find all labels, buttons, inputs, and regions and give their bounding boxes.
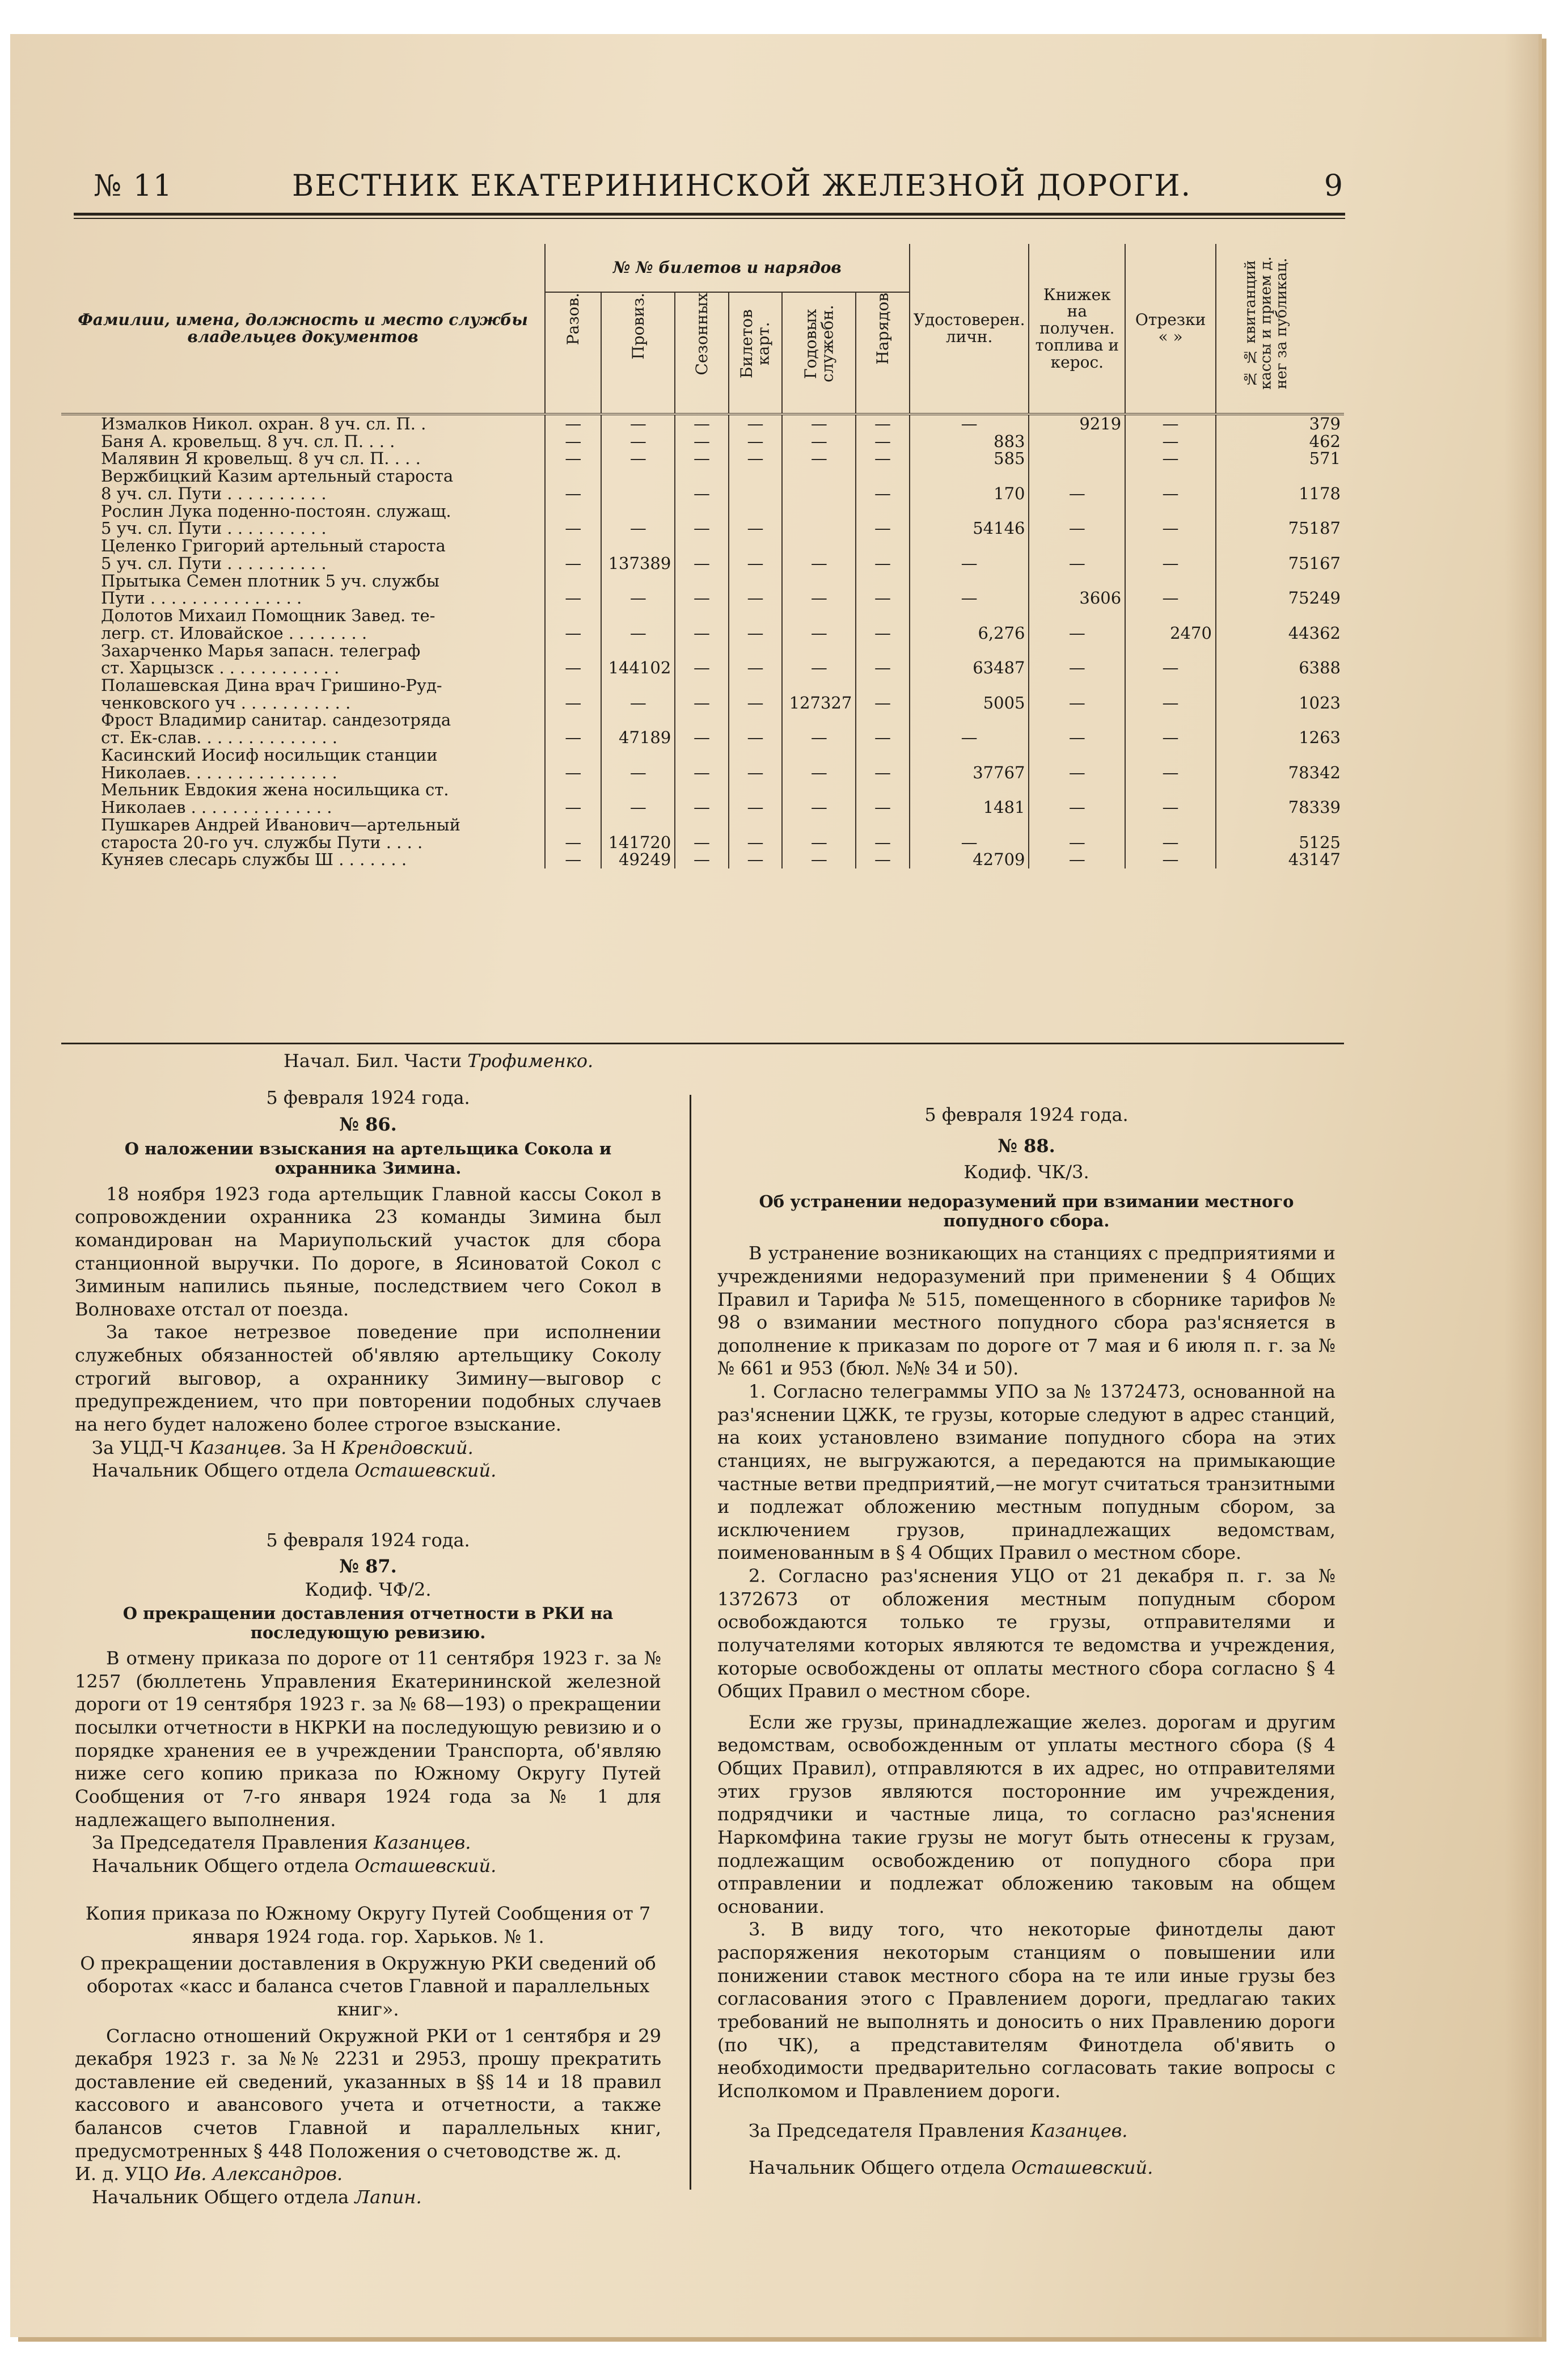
- header-rule-thin: [74, 218, 1345, 219]
- table-cell: —: [1125, 503, 1216, 537]
- table-cell: —: [729, 677, 783, 711]
- col-header-knizhek: Книжек на получен. топлива и керос.: [1029, 244, 1125, 414]
- table-cell: —: [729, 642, 783, 677]
- table-cell: [1029, 433, 1125, 450]
- order-87-kodif: Кодиф. ЧФ/2.: [305, 1579, 432, 1601]
- col-header-kvit: [1216, 244, 1344, 414]
- table-cell: —: [782, 450, 856, 467]
- table-cell: —: [856, 537, 909, 572]
- table-cell: —: [1125, 747, 1216, 781]
- order-86-title: О наложении взыскания на артельщика Сокола и охранника Зимина.: [124, 1139, 612, 1178]
- table-cell: —: [856, 607, 909, 642]
- table-cell: 127327: [782, 677, 856, 711]
- table-row: [61, 467, 1344, 502]
- holder-name-cell: Долотов Михаил Помощник Завед. те- легр. ст. Иловайское . . . . . . . .: [61, 607, 545, 642]
- table-cell: [782, 467, 856, 502]
- table-cell: —: [856, 781, 909, 816]
- table-cell: 585: [910, 450, 1029, 467]
- table-cell: —: [675, 414, 728, 433]
- table-cell: —: [545, 467, 601, 502]
- col-header-godov-text: Годовых служебн.: [801, 305, 837, 383]
- table-row: [61, 607, 1344, 642]
- table-cell: —: [1125, 467, 1216, 502]
- table-cell: 462: [1309, 431, 1341, 451]
- order-87-signature-2: [75, 1854, 661, 1878]
- order-88-sig1-label: За Председателя Правления: [749, 2120, 1025, 2142]
- table-cell: —: [545, 642, 601, 677]
- table-row: [61, 781, 1344, 816]
- order-87-number: № 87.: [339, 1555, 397, 1578]
- holder-name-cell: Захарченко Марья запасн. телеграф ст. Харцызск . . . . . . . . . . . .: [61, 642, 545, 677]
- table-signature-label: Начал. Бил. Части: [284, 1050, 462, 1072]
- table-cell: —: [729, 851, 783, 868]
- table-cell: —: [729, 572, 783, 607]
- table-cell: —: [545, 450, 601, 467]
- table-cell: 379: [1309, 414, 1341, 433]
- table-cell: —: [675, 607, 728, 642]
- order-88-signature-2: [717, 2156, 1335, 2179]
- table-cell: 6388: [1299, 658, 1341, 678]
- holder-name-cell: Куняев слесарь службы Ш . . . . . . .: [61, 851, 545, 868]
- table-cell: —: [1029, 503, 1125, 537]
- order-88-sig2-name: Осташевский.: [1011, 2157, 1153, 2179]
- table-cell: —: [675, 433, 728, 450]
- table-cell: —: [729, 711, 783, 746]
- table-cell: —: [675, 677, 728, 711]
- holder-name-cell: Касинский Иосиф носильщик станции Николаев. . . . . . . . . . . . . . .: [61, 747, 545, 781]
- order-86-sig2-name: Осташевский.: [354, 1460, 497, 1482]
- table-cell: 42709: [910, 851, 1029, 868]
- table-cell: —: [856, 414, 909, 433]
- table-cell: —: [782, 433, 856, 450]
- table-cell: —: [729, 747, 783, 781]
- order-87-signature-4: [75, 2186, 661, 2209]
- order-87-sig3-label: И. д. УЦО: [75, 2163, 169, 2185]
- table-cell: —: [1125, 537, 1216, 572]
- table-cell: 75187: [1288, 518, 1341, 538]
- table-cell: —: [782, 414, 856, 433]
- table-cell: —: [675, 450, 728, 467]
- table-signature-name: Трофименко.: [467, 1050, 594, 1072]
- col-header-sezon: [675, 292, 728, 414]
- table-cell: —: [729, 433, 783, 450]
- table-cell: —: [675, 503, 728, 537]
- table-cell: —: [675, 851, 728, 868]
- page-number: 9: [1324, 169, 1344, 203]
- table-cell: —: [1029, 467, 1125, 502]
- holder-name-cell: Целенко Григорий артельный староста 5 уч. сл. Пути . . . . . . . . . .: [61, 537, 545, 572]
- table-cell: —: [729, 816, 783, 851]
- table-cell: —: [856, 572, 909, 607]
- table-cell: —: [856, 467, 909, 502]
- order-87-paragraph-1: В отмену приказа по дороге от 11 сентября 1923 г. за № 1257 (бюллетень Управления Екатерининской железной дороги от 19 сентября 1923 г. за № 68—193) о прекращении посылки отчетности в НКРКИ на последующую ревизию и о порядке хранения ее в учреждении Транспорта, об'являю ниже сего копию приказа по Южному Округу Путей Сообщения от 7-го января 1924 года за № 1 для надлежащего выполнения.: [75, 1647, 661, 1831]
- order-88-paragraph-3: 2. Согласно раз'яснения УЦО от 21 декабря п. г. за № 1372673 от обложения местным попудным сбором освобождаются только те грузы, отправителями и получателями которых являются те ведомства и учреждения, которые освобождены от оплаты местного сбора согласно § 4 Общих Правил о местном сборе.: [717, 1565, 1335, 1702]
- table-cell: —: [729, 450, 783, 467]
- table-cell: —: [545, 572, 601, 607]
- issue-number: № 11: [94, 169, 173, 203]
- table-cell: —: [1029, 747, 1125, 781]
- col-header-bilet: [729, 292, 783, 414]
- table-cell: —: [675, 781, 728, 816]
- table-cell: 137389: [601, 537, 675, 572]
- table-cell: 5005: [910, 677, 1029, 711]
- table-row: [61, 572, 1344, 607]
- table-cell: 2470: [1125, 607, 1216, 642]
- header-rule: [74, 213, 1345, 216]
- table-cell: —: [545, 711, 601, 746]
- col-header-names: Фамилии, имена, должность и место службы владельцев документов: [61, 244, 545, 414]
- holder-name-cell: Фрост Владимир санитар. сандезотряда ст. Ек-слав. . . . . . . . . . . . . .: [61, 711, 545, 746]
- table-row: [61, 816, 1344, 851]
- table-cell: —: [910, 711, 1029, 746]
- order-86-number: № 86.: [339, 1113, 397, 1135]
- table-cell: —: [729, 503, 783, 537]
- order-88-number: № 88.: [998, 1135, 1055, 1157]
- table-cell: [1029, 450, 1125, 467]
- table-cell: —: [675, 642, 728, 677]
- table-cell: —: [856, 851, 909, 868]
- table-cell: 47189: [601, 711, 675, 746]
- table-row: [61, 851, 1344, 868]
- table-cell: —: [910, 414, 1029, 433]
- table-cell: 63487: [910, 642, 1029, 677]
- table-cell: —: [910, 572, 1029, 607]
- table-cell: —: [545, 503, 601, 537]
- order-86-paragraph-1: 18 ноября 1923 года артельщик Главной кассы Сокол в сопровождении охранника 23 команды Зимина был командирован на Мариупольский участок для сбора станционной выручки. По дороге, в Ясиноватой Сокол с Зиминым напились пьяные, последствием чего Сокол в Волновахе отстал от поезда.: [75, 1183, 661, 1320]
- table-cell: —: [782, 781, 856, 816]
- col-header-bilet-text: Билетов карт.: [737, 309, 774, 378]
- table-cell: —: [601, 781, 675, 816]
- table-cell: 1178: [1299, 483, 1341, 503]
- table-cell: 54146: [910, 503, 1029, 537]
- table-row: [61, 747, 1344, 781]
- table-cell: —: [545, 607, 601, 642]
- table-cell: —: [856, 747, 909, 781]
- table-cell: —: [1125, 851, 1216, 868]
- order-88-paragraph-2: 1. Согласно телеграммы УПО за № 1372473, основанной на раз'яснении ЦЖК, те грузы, которые следуют в адрес станций, на коих установлено взимание попудного сбора на этих станциях, не выгружаются, а передаются на примыкающие частные ветви предприятий,—не могут считаться транзитными и подлежат обложению местным попудным сбором, за исключением грузов, принадлежащих ведомствам, поименованным в § 4 Общих Правил о местном сборе.: [717, 1381, 1335, 1564]
- order-88-sig1-name: Казанцев.: [1030, 2120, 1128, 2142]
- holder-name-cell: Измалков Никол. охран. 8 уч. сл. П. .: [61, 414, 545, 433]
- table-signature: [284, 1049, 851, 1073]
- table-cell: —: [856, 433, 909, 450]
- table-cell: —: [675, 816, 728, 851]
- table-cell: —: [1125, 450, 1216, 467]
- table-cell: —: [675, 572, 728, 607]
- table-cell: —: [1125, 677, 1216, 711]
- table-cell: —: [1029, 816, 1125, 851]
- col-header-naryad: [856, 292, 909, 414]
- holder-name-cell: Пушкарев Андрей Иванович—артельный староста 20-го уч. службы Пути . . . .: [61, 816, 545, 851]
- table-cell: —: [601, 503, 675, 537]
- order-88-title: Об устранении недоразумений при взимании местного попудного сбора.: [759, 1191, 1294, 1231]
- table-cell: [782, 503, 856, 537]
- order-88-paragraph-5: 3. В виду того, что некоторые финотделы дают распоряжения некоторым станциям о повышении или понижении ставок местного сбора на те или иные грузы без согласования этого с Правлением дороги, предлагаю таких требований не выполнять и доносить о них Правлению дороги (по ЧК), а представителям Финотдела об'явить о необходимости предварительно согласовать такие вопросы с Исполкомом и Правлением дороги.: [717, 1918, 1335, 2102]
- table-cell: —: [782, 537, 856, 572]
- table-cell: —: [601, 572, 675, 607]
- table-cell: —: [601, 414, 675, 433]
- table-cell: —: [545, 851, 601, 868]
- table-cell: —: [782, 642, 856, 677]
- table-cell: —: [729, 537, 783, 572]
- col-header-naryad-text: Нарядов: [873, 293, 892, 365]
- table-cell: —: [1029, 711, 1125, 746]
- table-cell: —: [545, 747, 601, 781]
- table-cell: —: [675, 467, 728, 502]
- table-row: [61, 711, 1344, 746]
- order-88-kodif: Кодиф. ЧК/3.: [963, 1161, 1089, 1183]
- table-cell: —: [545, 781, 601, 816]
- order-87-title: О прекращении доставления отчетности в РКИ на последующую ревизию.: [122, 1603, 614, 1642]
- table-cell: —: [782, 607, 856, 642]
- order-87-sig2-name: Осташевский.: [354, 1854, 497, 1877]
- table-cell: 43147: [1288, 850, 1341, 870]
- order-88-paragraph-1: В устранение возникающих на станциях с предприятиями и учреждениями недоразумений при применении § 4 Общих Правил и Тарифа № 515, помещенного в сборнике тарифов № 98 о взимании местного попудного сбора раз'ясняется в дополнение к приказам по дороге от 7 мая и 6 июля п. г. за №№ 661 и 953 (бюл. №№ 34 и 50).: [717, 1242, 1335, 1380]
- table-row: [61, 433, 1344, 450]
- column-divider: [690, 1095, 691, 2190]
- order-88-sig2-label: Начальник Общего отдела: [749, 2157, 1006, 2179]
- table-cell: —: [856, 642, 909, 677]
- table-cell: —: [1125, 711, 1216, 746]
- table-cell: —: [601, 433, 675, 450]
- table-cell: —: [856, 677, 909, 711]
- table-row: [61, 503, 1344, 537]
- page-header: [85, 169, 1344, 203]
- table-cell: —: [782, 816, 856, 851]
- order-86-signature-1: [75, 1436, 661, 1460]
- table-cell: —: [601, 450, 675, 467]
- holder-name-cell: Полашевская Дина врач Гришино-Руд- ченковского уч . . . . . . . . . . .: [61, 677, 545, 711]
- col-header-otrezki: Отрезки « »: [1125, 244, 1216, 414]
- table-cell: 5125: [1299, 832, 1341, 852]
- documents-table: [61, 244, 1344, 868]
- order-86-sig1b-name: Крендовский.: [341, 1436, 474, 1458]
- holder-name-cell: Вержбицкий Казим артельный староста 8 уч. сл. Пути . . . . . . . . . .: [61, 467, 545, 502]
- table-cell: —: [1125, 414, 1216, 433]
- table-cell: 883: [910, 433, 1029, 450]
- table-row: [61, 414, 1344, 433]
- table-cell: —: [729, 414, 783, 433]
- order-86-sig1-label: За УЦД-Ч: [92, 1436, 184, 1458]
- table-cell: [601, 467, 675, 502]
- table-cell: 49249: [601, 851, 675, 868]
- table-cell: 1023: [1299, 693, 1341, 712]
- table-bottom-rule: [61, 1043, 1344, 1044]
- order-87-signature-3: [75, 2162, 661, 2186]
- order-86-signature-2: [75, 1459, 661, 1482]
- table-cell: —: [675, 537, 728, 572]
- order-87-sig1-name: Казанцев.: [373, 1832, 471, 1854]
- table-cell: 75249: [1288, 588, 1341, 608]
- table-cell: —: [1125, 433, 1216, 450]
- order-87-sig4-name: Лапин.: [354, 2186, 422, 2208]
- order-88-date: 5 февраля 1924 года.: [924, 1104, 1129, 1125]
- table-cell: 78342: [1288, 762, 1341, 782]
- col-header-kvit-text: № № квитанций кассы и прием д. нег за публикац.: [1242, 256, 1291, 390]
- journal-title: ВЕСТНИК ЕКАТЕРИНИНСКОЙ ЖЕЛЕЗНОЙ ДОРОГИ.: [292, 169, 1192, 203]
- table-row: [61, 642, 1344, 677]
- order-87-sig1-label: За Председателя Правления: [92, 1832, 368, 1854]
- holder-name-cell: Мельник Евдокия жена носильщика ст. Николаев . . . . . . . . . . . . . .: [61, 781, 545, 816]
- table-cell: —: [1125, 816, 1216, 851]
- col-header-sezon-text: Сезонных: [692, 293, 711, 376]
- table-cell: 170: [910, 467, 1029, 502]
- table-cell: 571: [1309, 449, 1341, 469]
- table-cell: —: [601, 677, 675, 711]
- left-column: [75, 1086, 661, 2209]
- table-cell: —: [1029, 781, 1125, 816]
- table-cell: 6,276: [910, 607, 1029, 642]
- table-cell: —: [545, 677, 601, 711]
- table-row: [61, 537, 1344, 572]
- table-cell: —: [729, 781, 783, 816]
- order-86-paragraph-2: За такое нетрезвое поведение при исполнении служебных обязанностей об'являю артельщику Соколу строгий выговор, а охраннику Зимину—выговор с предупреждением, что при повторении подобных случаев на него будет наложено более строгое взыскание.: [75, 1321, 661, 1435]
- order-86-sig2-label: Начальник Общего отдела: [92, 1460, 349, 1482]
- table-cell: —: [1029, 537, 1125, 572]
- table-cell: —: [729, 607, 783, 642]
- right-column: [717, 1103, 1335, 2179]
- table-cell: —: [1029, 851, 1125, 868]
- col-header-godov: [782, 292, 856, 414]
- table-cell: —: [1029, 677, 1125, 711]
- table-cell: —: [910, 537, 1029, 572]
- col-header-razov: [545, 292, 601, 414]
- table-cell: —: [545, 433, 601, 450]
- holder-name-cell: Малявин Я кровельщ. 8 уч сл. П. . . .: [61, 450, 545, 467]
- order-87-date: 5 февраля 1924 года.: [266, 1529, 470, 1551]
- order-88-signature-1: [717, 2119, 1335, 2143]
- table-cell: 144102: [601, 642, 675, 677]
- table-cell: [729, 467, 783, 502]
- table-cell: 44362: [1288, 623, 1341, 643]
- order-87-sig2-label: Начальник Общего отдела: [92, 1854, 349, 1877]
- table-cell: —: [1125, 781, 1216, 816]
- holder-name-cell: Баня А. кровельщ. 8 уч. сл. П. . . .: [61, 433, 545, 450]
- table-cell: 78339: [1288, 798, 1341, 817]
- table-cell: 9219: [1029, 414, 1125, 433]
- table-cell: —: [856, 503, 909, 537]
- table-cell: —: [601, 607, 675, 642]
- table-row: [61, 450, 1344, 467]
- table-cell: —: [1029, 642, 1125, 677]
- col-header-proviz-text: Провиз.: [628, 293, 648, 360]
- table-cell: —: [856, 711, 909, 746]
- table-cell: —: [1125, 572, 1216, 607]
- table-cell: —: [856, 816, 909, 851]
- table-cell: —: [675, 747, 728, 781]
- table-cell: —: [910, 816, 1029, 851]
- order-87-copy-title: О прекращении доставления в Окружную РКИ сведений об оборотах «касс и баланса счетов Главной и параллельных книг».: [80, 1952, 656, 2020]
- table-cell: —: [782, 747, 856, 781]
- col-header-proviz: [601, 292, 675, 414]
- holder-name-cell: Рослин Лука поденно-постоян. служащ. 5 уч. сл. Пути . . . . . . . . . .: [61, 503, 545, 537]
- table-cell: —: [545, 537, 601, 572]
- order-88-paragraph-4: Если же грузы, принадлежащие желез. дорогам и другим ведомствам, освобожденным от уплаты местного сбора (§ 4 Общих Правил), отправляются в их адрес, но отправителями этих грузов являются посторонние им учреждения, подрядчики и частные лица, то согласно раз'яснения Наркомфина такие грузы не могут быть отнесены к грузам, подлежащим освобождению от попудного сбора при отправлении и подлежат обложению таковым на общем основании.: [717, 1711, 1335, 1917]
- table-cell: 3606: [1029, 572, 1125, 607]
- table-cell: —: [675, 711, 728, 746]
- table-cell: 141720: [601, 816, 675, 851]
- order-87-sig4-label: Начальник Общего отдела: [92, 2186, 349, 2208]
- order-86-sig1b-label: За Н: [292, 1436, 336, 1458]
- order-86-date: 5 февраля 1924 года.: [266, 1087, 470, 1108]
- table-cell: —: [545, 816, 601, 851]
- table-cell: —: [782, 572, 856, 607]
- table-cell: —: [782, 711, 856, 746]
- table-cell: —: [545, 414, 601, 433]
- col-header-tickets: № № билетов и нарядов: [545, 244, 910, 292]
- order-87-sig3-name: Ив. Александров.: [174, 2163, 343, 2185]
- table-cell: —: [601, 747, 675, 781]
- holder-name-cell: Прытыка Семен плотник 5 уч. службы Пути . . . . . . . . . . . . . . .: [61, 572, 545, 607]
- table-body: [61, 414, 1344, 868]
- table-cell: —: [1029, 607, 1125, 642]
- table-cell: —: [1125, 642, 1216, 677]
- order-87-paragraph-2: Согласно отношений Окружной РКИ от 1 сентября и 29 декабря 1923 г. за №№ 2231 и 2953, прошу прекратить доставление ей сведений, указанных в §§ 14 и 18 правил кассового и авансового учета и отчетности, а также балансов счетов Главной и параллельных книг, предусмотренных § 448 Положения о счетоводстве ж. д.: [75, 2025, 661, 2162]
- col-header-udost: Удостоверен. личн.: [910, 244, 1029, 414]
- table-cell: —: [856, 450, 909, 467]
- table-row: [61, 677, 1344, 711]
- order-87-signature-1: [75, 1831, 661, 1854]
- table-cell: 1263: [1299, 728, 1341, 748]
- table-cell: 75167: [1288, 553, 1341, 573]
- table-cell: —: [782, 851, 856, 868]
- table-cell: 37767: [910, 747, 1029, 781]
- order-87-copy-heading: Копия приказа по Южному Округу Путей Сообщения от 7 января 1924 года. гор. Харьков. № 1.: [85, 1903, 651, 1947]
- col-header-razov-text: Разов.: [563, 293, 582, 345]
- table-cell: 1481: [910, 781, 1029, 816]
- order-86-sig1-name: Казанцев.: [189, 1436, 287, 1458]
